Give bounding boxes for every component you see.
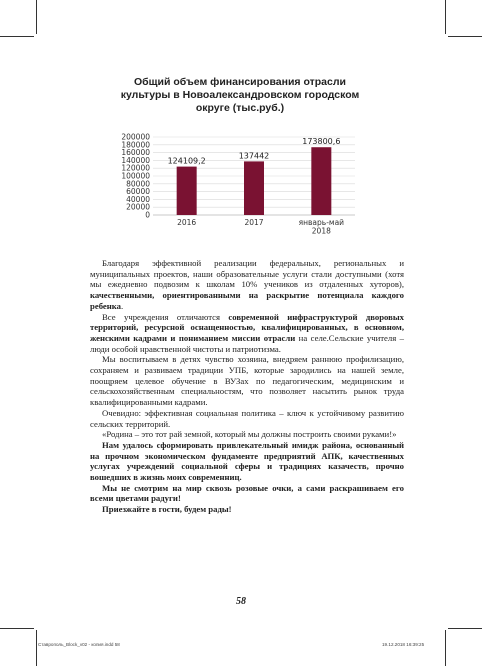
x-tick-label: январь-май xyxy=(298,218,345,227)
bar xyxy=(177,167,197,215)
text-run: на селе.Сельские учителя – люди особой нравственной чистоты и патриотизма. xyxy=(90,332,405,354)
crop-mark xyxy=(445,630,446,666)
paragraph: Очевидно: эффективная социальная политика – ключ к устойчивому развитию сельских территорий. xyxy=(90,407,404,429)
y-tick-label: 100000 xyxy=(121,171,150,181)
page-number: 58 xyxy=(236,596,246,607)
y-tick-label: 140000 xyxy=(121,155,150,165)
crop-mark xyxy=(36,630,37,666)
y-tick-label: 60000 xyxy=(126,187,150,197)
paragraph-bold: Приезжайте в гости, будем рады! xyxy=(102,504,232,515)
y-tick-label: 180000 xyxy=(121,140,150,150)
paragraph-bold: Мы не смотрим на мир сквозь розовые очки, а сами раскрашиваем его всеми цветами радуги! xyxy=(90,482,404,504)
x-tick-label: 2018 xyxy=(311,226,331,236)
text-run: . xyxy=(121,300,124,311)
y-tick-label: 120000 xyxy=(121,163,150,173)
text-run: Благодаря эффективной реализации федеральных, региональных и муниципальных проектов, наши образовательные услуги стали доступными (хотя мы ежедневно подвозим к школам 10% учеников из отдаленных хуторов), xyxy=(90,258,404,290)
text-run-bold: современной инфраструктурой дворовых территорий, ресурсной оснащенностью, квалифицированных, в основном, женскими кадрами и пониманием миссии отрасли xyxy=(90,311,404,343)
y-tick-label: 200000 xyxy=(121,132,150,142)
footer-file-info: Ставрополь_Block_v02 - копия.indd 58 xyxy=(38,642,120,647)
bar xyxy=(244,161,264,215)
y-tick-label: 0 xyxy=(145,210,150,220)
paragraph: «Родина – это тот рай земной, который мы должны построить своими руками!» xyxy=(102,429,397,440)
bar-chart xyxy=(0,0,482,250)
chart-title-line: округе (тыс.руб.) xyxy=(195,102,285,114)
x-tick-label: 2016 xyxy=(177,218,197,227)
paragraph-bold: Нам удалось сформировать привлекательный имидж района, основанный на прочном экономическом фундаменте предприятий АПК, качественных услугах учреждений социальной сферы и традициях казачеств, прочно вошедших в жизнь моих современниц. xyxy=(90,439,404,483)
x-tick-label: 2017 xyxy=(244,218,264,227)
data-label: 124109,2 xyxy=(167,156,206,166)
y-tick-label: 20000 xyxy=(126,202,150,212)
paragraph: Мы воспитываем в детях чувство хозяина, внедряем раннюю профилизацию, сохраняем и развиваем традиции УПБ, которые зародились на нашей земле, поощряем целевое обучение в ВУЗах по педагогическим, медицинским и сельскохозяйственным специальностям, что позволяет насытить рынок труда квалифицированными кадрами. xyxy=(90,354,404,408)
chart-title-line: культуры в Новоалександровском городском xyxy=(120,89,360,101)
bar xyxy=(311,147,331,215)
crop-mark xyxy=(448,628,482,629)
data-label: 137442 xyxy=(238,151,270,161)
y-tick-label: 80000 xyxy=(126,179,150,189)
crop-mark xyxy=(0,628,34,629)
chart-title-line: Общий объем финансирования отрасли xyxy=(134,76,346,88)
footer-timestamp: 19.12.2018 16:39:25 xyxy=(382,642,425,647)
y-tick-label: 40000 xyxy=(126,194,150,204)
body-text xyxy=(90,258,404,515)
paragraph xyxy=(90,312,404,355)
y-tick-label: 160000 xyxy=(121,148,150,158)
text-run-bold: качественными, ориентированными на раскрытие потенциала каждого ребенка xyxy=(90,290,404,311)
text-run: Все учреждения отличаются xyxy=(102,311,229,322)
data-label: 173800,6 xyxy=(302,137,341,147)
paragraph xyxy=(90,258,404,312)
